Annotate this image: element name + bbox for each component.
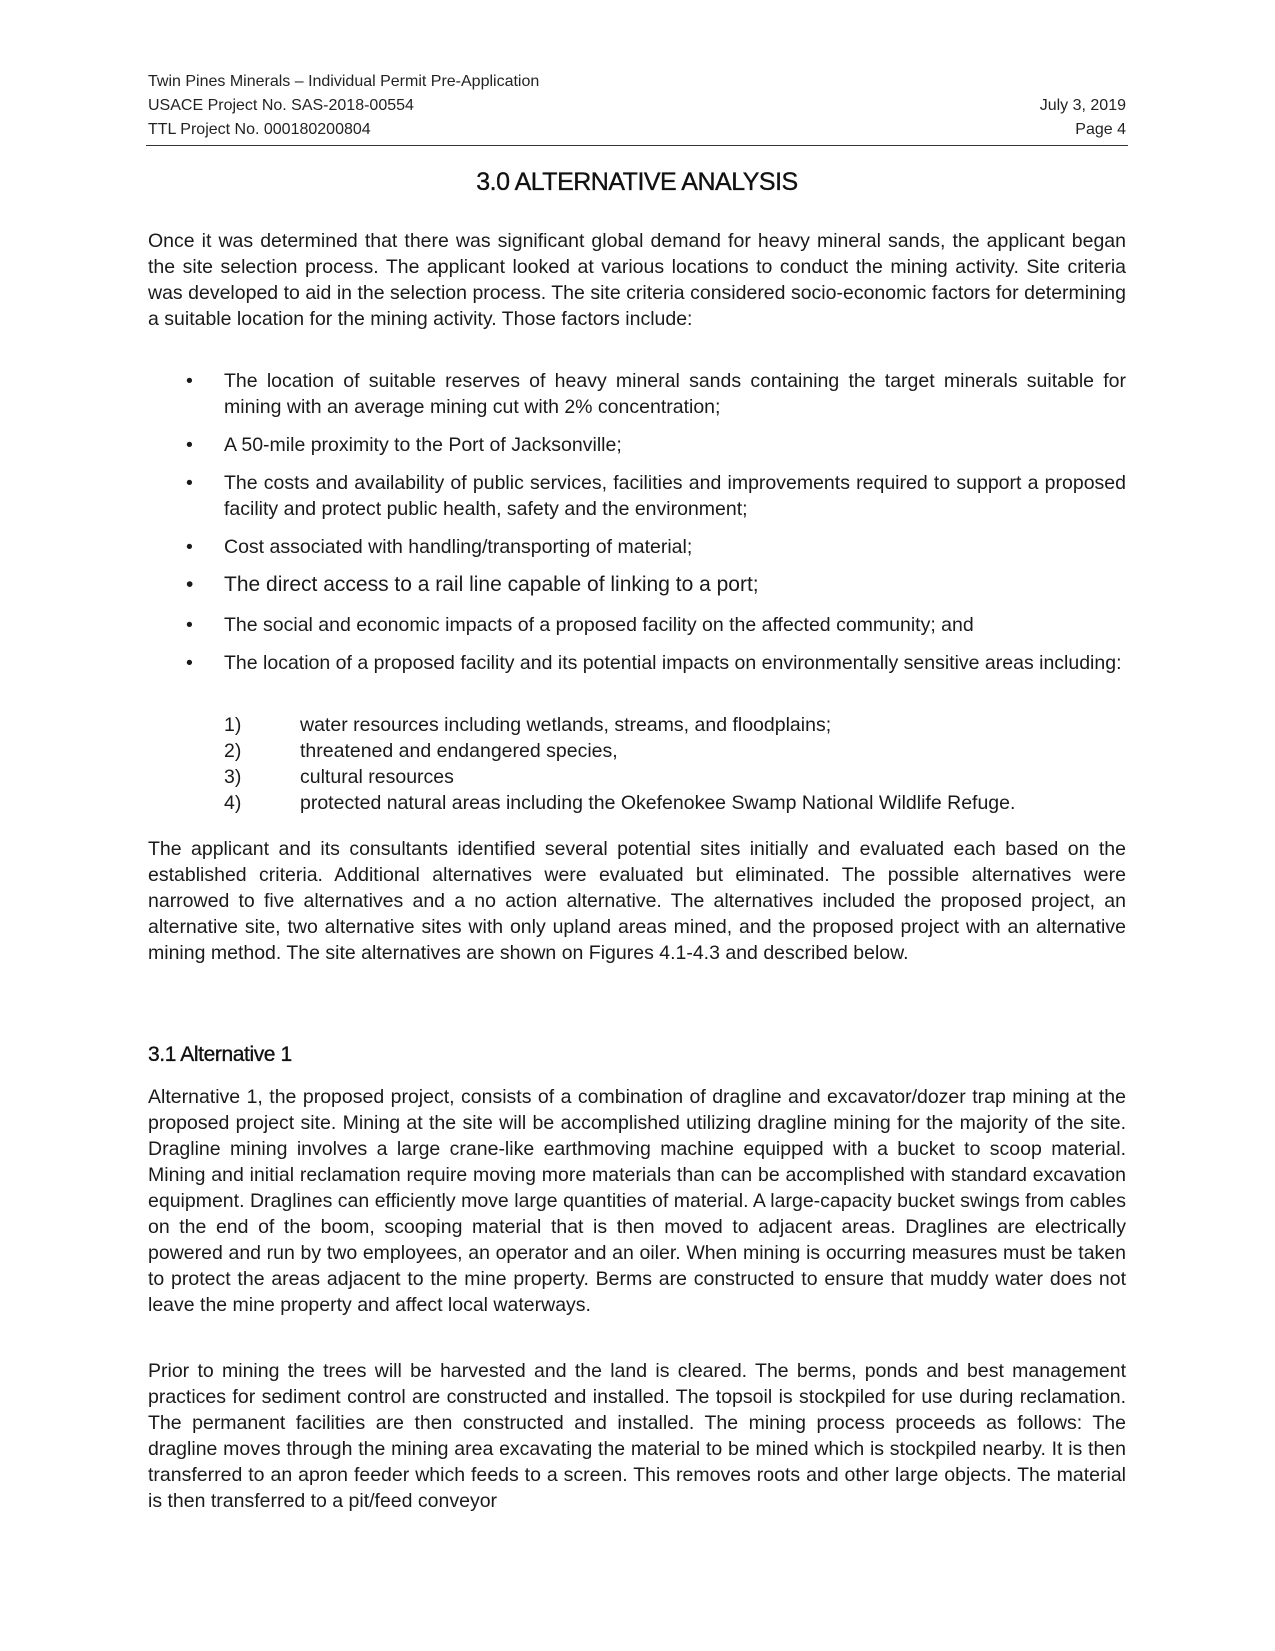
bullet-text: A 50-mile proximity to the Port of Jacksonville;	[224, 434, 622, 456]
bullet-text: Cost associated with handling/transporting of material;	[224, 536, 693, 558]
bullet-dot-icon: •	[186, 573, 194, 596]
header-date: July 3, 2019	[1039, 97, 1126, 114]
subsection-heading: 3.1 Alternative 1	[148, 1043, 292, 1066]
alternatives-paragraph-block	[148, 836, 1126, 966]
numbered-item	[224, 738, 1124, 764]
intro-paragraph-block	[148, 228, 1126, 332]
item-number: 4)	[224, 792, 242, 814]
bullet-text: The costs and availability of public services, facilities and improvements required to support a proposed facility and protect public health, safety and the environment;	[224, 472, 1126, 520]
header-divider	[146, 145, 1128, 146]
section-title: 3.0 ALTERNATIVE ANALYSIS	[476, 168, 798, 196]
sensitive-areas-list	[224, 712, 1124, 816]
running-header	[148, 72, 1126, 144]
item-number: 3)	[224, 766, 242, 788]
bullet-item	[186, 534, 1126, 560]
bullet-row	[186, 650, 1126, 676]
header-usace-number: USACE Project No. SAS-2018-00554	[148, 97, 414, 114]
bullet-dot-icon: •	[186, 614, 193, 636]
alternatives-paragraph: The applicant and its consultants identified several potential sites initially and evaluated each based on the established criteria. Additional alternatives were evaluated but eliminated. The possible alternatives were narrowed to five alternatives and a no action alternative. The alternatives included the proposed project, an alternative site, two alternative sites with only upland areas mined, and the proposed project with an alternative mining method. The site alternatives are shown on Figures 4.1-4.3 and described below.	[148, 838, 1126, 964]
intro-paragraph: Once it was determined that there was significant global demand for heavy mineral sands, the applicant began the site selection process. The applicant looked at various locations to conduct the mining activity. Site criteria was developed to aid in the selection process. The site criteria considered socio-economic factors for determining a suitable location for the mining activity. Those factors include:	[148, 230, 1126, 330]
bullet-dot-icon: •	[186, 434, 193, 456]
header-ttl-number: TTL Project No. 000180200804	[148, 121, 371, 138]
bullet-item	[186, 572, 1126, 598]
item-text: water resources including wetlands, streams, and floodplains;	[300, 714, 832, 736]
bullet-row	[186, 470, 1126, 522]
criteria-bullet-list	[186, 368, 1126, 420]
alternative-1-paragraph: Alternative 1, the proposed project, consists of a combination of dragline and excavator/dozer trap mining at the proposed project site. Mining at the site will be accomplished utilizing dragline mining for the majority of the site. Dragline mining involves a large crane-like earthmoving machine equipped with a bucket to scoop material. Mining and initial reclamation require moving more materials than can be accomplished with standard excavation equipment. Draglines can efficiently move large quantities of material. A large-capacity bucket swings from cables on the end of the boom, scooping material that is then moved to adjacent areas. Draglines are electrically powered and run by two employees, an operator and an oiler. When mining is occurring measures must be taken to protect the areas adjacent to the mine property. Berms are constructed to ensure that muddy water does not leave the mine property and affect local waterways.	[148, 1086, 1126, 1316]
bullet-row	[186, 432, 1126, 458]
numbered-item	[224, 764, 1124, 790]
mining-process-paragraph: Prior to mining the trees will be harvested and the land is cleared. The berms, ponds and best management practices for sediment control are constructed and installed. The topsoil is stockpiled for use during reclamation. The permanent facilities are then constructed and installed. The mining process proceeds as follows: The dragline moves through the mining area excavating the material to be mined which is stockpiled nearby. It is then transferred to an apron feeder which feeds to a screen. This removes roots and other large objects. The material is then transferred to a pit/feed conveyor	[148, 1360, 1126, 1512]
numbered-item	[224, 790, 1124, 816]
bullet-item	[186, 470, 1126, 522]
bullet-item	[186, 368, 1126, 420]
item-number: 2)	[224, 740, 242, 762]
bullet-dot-icon: •	[186, 536, 193, 558]
bullet-text: The social and economic impacts of a proposed facility on the affected community; and	[224, 614, 974, 636]
item-number: 1)	[224, 714, 242, 736]
bullet-dot-icon: •	[186, 652, 193, 674]
bullet-item	[186, 612, 1126, 638]
header-project-title: Twin Pines Minerals – Individual Permit Pre-Application	[148, 73, 540, 90]
bullet-row	[186, 534, 1126, 560]
bullet-row	[186, 612, 1126, 638]
bullet-text: The direct access to a rail line capable of linking to a port;	[224, 573, 759, 596]
bullet-row	[186, 572, 1126, 598]
header-page-number: Page 4	[1075, 121, 1126, 138]
bullet-dot-icon: •	[186, 472, 193, 494]
item-text: cultural resources	[300, 766, 454, 788]
item-text: protected natural areas including the Okefenokee Swamp National Wildlife Refuge.	[300, 792, 1016, 814]
bullet-text: The location of suitable reserves of heavy mineral sands containing the target minerals suitable for mining with an average mining cut with 2% concentration;	[224, 370, 1126, 418]
item-text: threatened and endangered species,	[300, 740, 618, 762]
bullet-item	[186, 650, 1126, 676]
numbered-item	[224, 712, 1124, 738]
alternative-1-paragraph-block	[148, 1084, 1126, 1318]
bullet-dot-icon: •	[186, 370, 193, 392]
bullet-item	[186, 432, 1126, 458]
bullet-text: The location of a proposed facility and its potential impacts on environmentally sensitive areas including:	[224, 652, 1122, 674]
mining-process-paragraph-block	[148, 1358, 1126, 1514]
